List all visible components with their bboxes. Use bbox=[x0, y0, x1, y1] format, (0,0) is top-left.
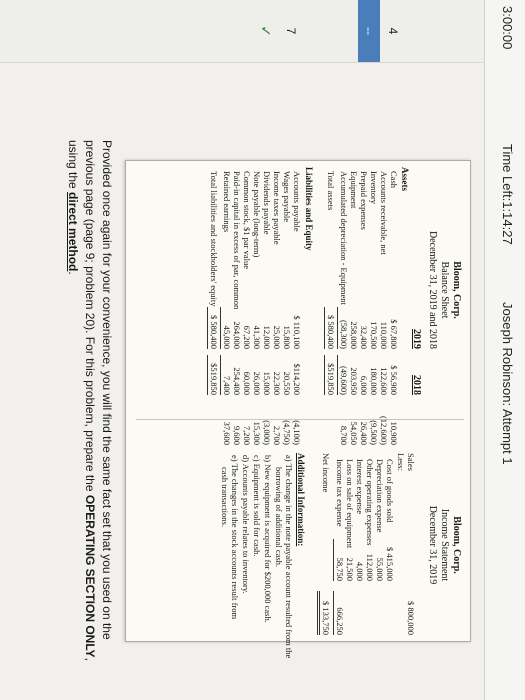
time-left: Time Left:1:14:27 bbox=[500, 144, 515, 245]
sales-label: Sales bbox=[406, 453, 416, 471]
liability-change: (4,750) bbox=[282, 420, 292, 445]
total-assets-2019: $ 580,400 bbox=[326, 315, 336, 349]
liability-2018: 15,000 bbox=[262, 371, 272, 395]
less-label: Less: bbox=[396, 453, 406, 471]
additional-item: c) Equipment is sold for cash. bbox=[252, 455, 262, 557]
liability-2019: 41,300 bbox=[252, 325, 262, 349]
bs-col-2018: 2018 bbox=[411, 375, 422, 395]
rule bbox=[207, 355, 208, 395]
bs-date: December 31, 2019 and 2018 bbox=[427, 230, 438, 350]
liability-2018: $114,200 bbox=[292, 363, 302, 395]
liability-2019: 12,000 bbox=[262, 325, 272, 349]
additional-item-cont: borrowing of additional cash. bbox=[274, 467, 284, 568]
liability-change: (3,000) bbox=[262, 420, 272, 445]
asset-2019: 170,500 bbox=[369, 321, 379, 349]
liability-label: Dividends payable bbox=[262, 171, 272, 235]
asset-change: 8,700 bbox=[339, 425, 349, 445]
additional-item: b) New equipment is acquired for $200,000 cash. bbox=[263, 455, 273, 623]
liability-label: Note payable (long-term) bbox=[252, 171, 262, 258]
total-liabilities-label: Total liabilities and stockholders' equity bbox=[209, 171, 219, 307]
total-liabilities-2018: $519,850 bbox=[209, 363, 219, 395]
exam-timer: 3:00:00 bbox=[500, 6, 515, 50]
asset-2018: 122,600 bbox=[379, 367, 389, 395]
expense-value: 21,500 bbox=[345, 557, 355, 581]
asset-2018: 203,950 bbox=[349, 367, 359, 395]
liability-2018: 7,400 bbox=[222, 375, 232, 395]
liability-2019: $ 110,100 bbox=[292, 315, 302, 349]
rule bbox=[317, 591, 318, 635]
liabilities-heading: Liabilities and Equity bbox=[304, 167, 314, 251]
asset-change: 26,400 bbox=[359, 421, 369, 445]
asset-change: 54,050 bbox=[349, 421, 359, 445]
expense-value: 55,000 bbox=[375, 557, 385, 581]
asset-2019: (58,300) bbox=[339, 319, 349, 349]
total-assets-2018: $519,850 bbox=[326, 363, 336, 395]
check-icon[interactable]: ✓ bbox=[258, 25, 274, 37]
question-nav bbox=[0, 0, 484, 63]
instructions-bold: OPERATING SECTION ONLY bbox=[83, 494, 97, 658]
asset-2019: $ 67,800 bbox=[389, 319, 399, 349]
asset-2019: 258,000 bbox=[349, 321, 359, 349]
asset-label: Equipment bbox=[349, 171, 359, 209]
expense-label: Cost of goods sold bbox=[385, 459, 395, 523]
additional-item: d) Accounts payable relates to inventory. bbox=[241, 455, 251, 594]
instructions-method: direct method bbox=[66, 192, 80, 272]
additional-item-cont: cash transactions. bbox=[220, 467, 230, 527]
assets-heading: Assets bbox=[400, 167, 410, 191]
is-title: Income Statement bbox=[439, 508, 450, 582]
asset-change: 10,900 bbox=[389, 421, 399, 445]
liability-label: Common stock, $1 par value bbox=[242, 171, 252, 269]
liability-change: 9,600 bbox=[232, 425, 242, 445]
exam-header bbox=[484, 0, 525, 700]
liability-label: Paid-in capital in excess of par, common bbox=[232, 171, 242, 310]
liability-change: 2,700 bbox=[272, 425, 282, 445]
liability-change: (4,100) bbox=[292, 420, 302, 445]
rule bbox=[333, 539, 334, 581]
question-content bbox=[7, 70, 477, 690]
liability-2018: 26,000 bbox=[252, 371, 262, 395]
asset-change: (9,500) bbox=[369, 420, 379, 445]
question-nav-item-current[interactable]: -- bbox=[358, 0, 380, 62]
rule bbox=[319, 591, 320, 635]
asset-label: Accounts receivable, net bbox=[379, 171, 389, 255]
is-date: December 31, 2019 bbox=[427, 505, 438, 585]
asset-2018: $ 56,900 bbox=[389, 365, 399, 395]
rule bbox=[333, 591, 334, 635]
liability-label: Accounts payable bbox=[292, 171, 302, 232]
liability-2019: 45,000 bbox=[222, 325, 232, 349]
instructions-mid: , using the bbox=[66, 140, 97, 661]
question-nav-item[interactable]: 4 bbox=[386, 27, 400, 35]
sales-value: $ 800,000 bbox=[406, 601, 416, 635]
liability-label: Wages payable bbox=[282, 171, 292, 222]
total-liabilities-2019: $ 580,400 bbox=[209, 315, 219, 349]
expense-value: 112,000 bbox=[365, 553, 375, 581]
expense-label: Interest expense bbox=[355, 459, 365, 514]
attempt-label: Joseph Robinson: Attempt 1 bbox=[500, 302, 515, 465]
asset-label: Inventory bbox=[369, 171, 379, 205]
expense-label: Other operating expenses bbox=[365, 459, 375, 546]
liability-2018: 20,550 bbox=[282, 371, 292, 395]
liability-change: 15,300 bbox=[252, 421, 262, 445]
asset-2019: 32,400 bbox=[359, 325, 369, 349]
problem-instructions bbox=[64, 140, 115, 680]
liability-2019: 15,800 bbox=[282, 325, 292, 349]
liability-change: 37,600 bbox=[222, 421, 232, 445]
asset-2019: 110,000 bbox=[379, 321, 389, 349]
bs-col-2019: 2019 bbox=[411, 329, 422, 349]
asset-2018: (49,600) bbox=[339, 365, 349, 395]
liability-label: Income taxes payable bbox=[272, 171, 282, 245]
is-company: Bloom, Corp. bbox=[451, 516, 462, 574]
asset-label: Accumulated depreciation - Equipment bbox=[339, 171, 349, 305]
additional-heading: Additional Information: bbox=[296, 453, 306, 547]
asset-change: (12,600) bbox=[379, 415, 389, 445]
liability-2019: 264,000 bbox=[232, 321, 242, 349]
financial-statements-image bbox=[125, 160, 471, 659]
bs-title: Balance Sheet bbox=[439, 261, 450, 319]
rule bbox=[324, 355, 325, 395]
bs-company: Bloom, Corp. bbox=[451, 261, 462, 319]
instructions-end: . bbox=[66, 271, 80, 275]
instructions-text: Provided once again for your convenience, you will find the same fact set that you used on the previous page (page 9; problem 20). For this problem, prepare the bbox=[83, 140, 114, 640]
net-income-value: $ 133,750 bbox=[321, 601, 331, 635]
total-assets-label: Total assets bbox=[326, 171, 336, 211]
additional-item: a) The change in the note payable account resulted from the bbox=[284, 455, 294, 659]
asset-label: Cash bbox=[389, 171, 399, 188]
expense-value: 4,000 bbox=[355, 561, 365, 581]
question-nav-item[interactable]: 7 bbox=[284, 27, 298, 35]
rule bbox=[337, 307, 338, 349]
rule bbox=[337, 355, 338, 395]
asset-2018: 180,000 bbox=[369, 367, 379, 395]
rule bbox=[220, 355, 221, 395]
rule bbox=[207, 307, 208, 349]
rule bbox=[324, 307, 325, 349]
asset-2018: 6,000 bbox=[359, 375, 369, 395]
liability-2019: 25,000 bbox=[272, 325, 282, 349]
expense-label: Depreciation expense bbox=[375, 459, 385, 533]
liability-2018: 22,300 bbox=[272, 371, 282, 395]
net-income-label: Net income bbox=[321, 453, 331, 493]
liability-change: 7,200 bbox=[242, 425, 252, 445]
liability-2019: 67,200 bbox=[242, 325, 252, 349]
total-expenses: 666,250 bbox=[335, 607, 345, 635]
liability-label: Retained earnings bbox=[222, 171, 232, 233]
expense-value: 58,750 bbox=[335, 557, 345, 581]
asset-label: Prepaid expenses bbox=[359, 171, 369, 230]
liability-2018: 60,000 bbox=[242, 371, 252, 395]
liability-2018: 254,400 bbox=[232, 367, 242, 395]
additional-item: e) The changes in the stock accounts result from bbox=[230, 455, 240, 620]
expense-label: Income tax expense bbox=[335, 459, 345, 527]
expense-label: Loss on sale of equipment bbox=[345, 459, 355, 549]
expense-value: $ 415,000 bbox=[385, 547, 395, 581]
rule bbox=[220, 307, 221, 349]
